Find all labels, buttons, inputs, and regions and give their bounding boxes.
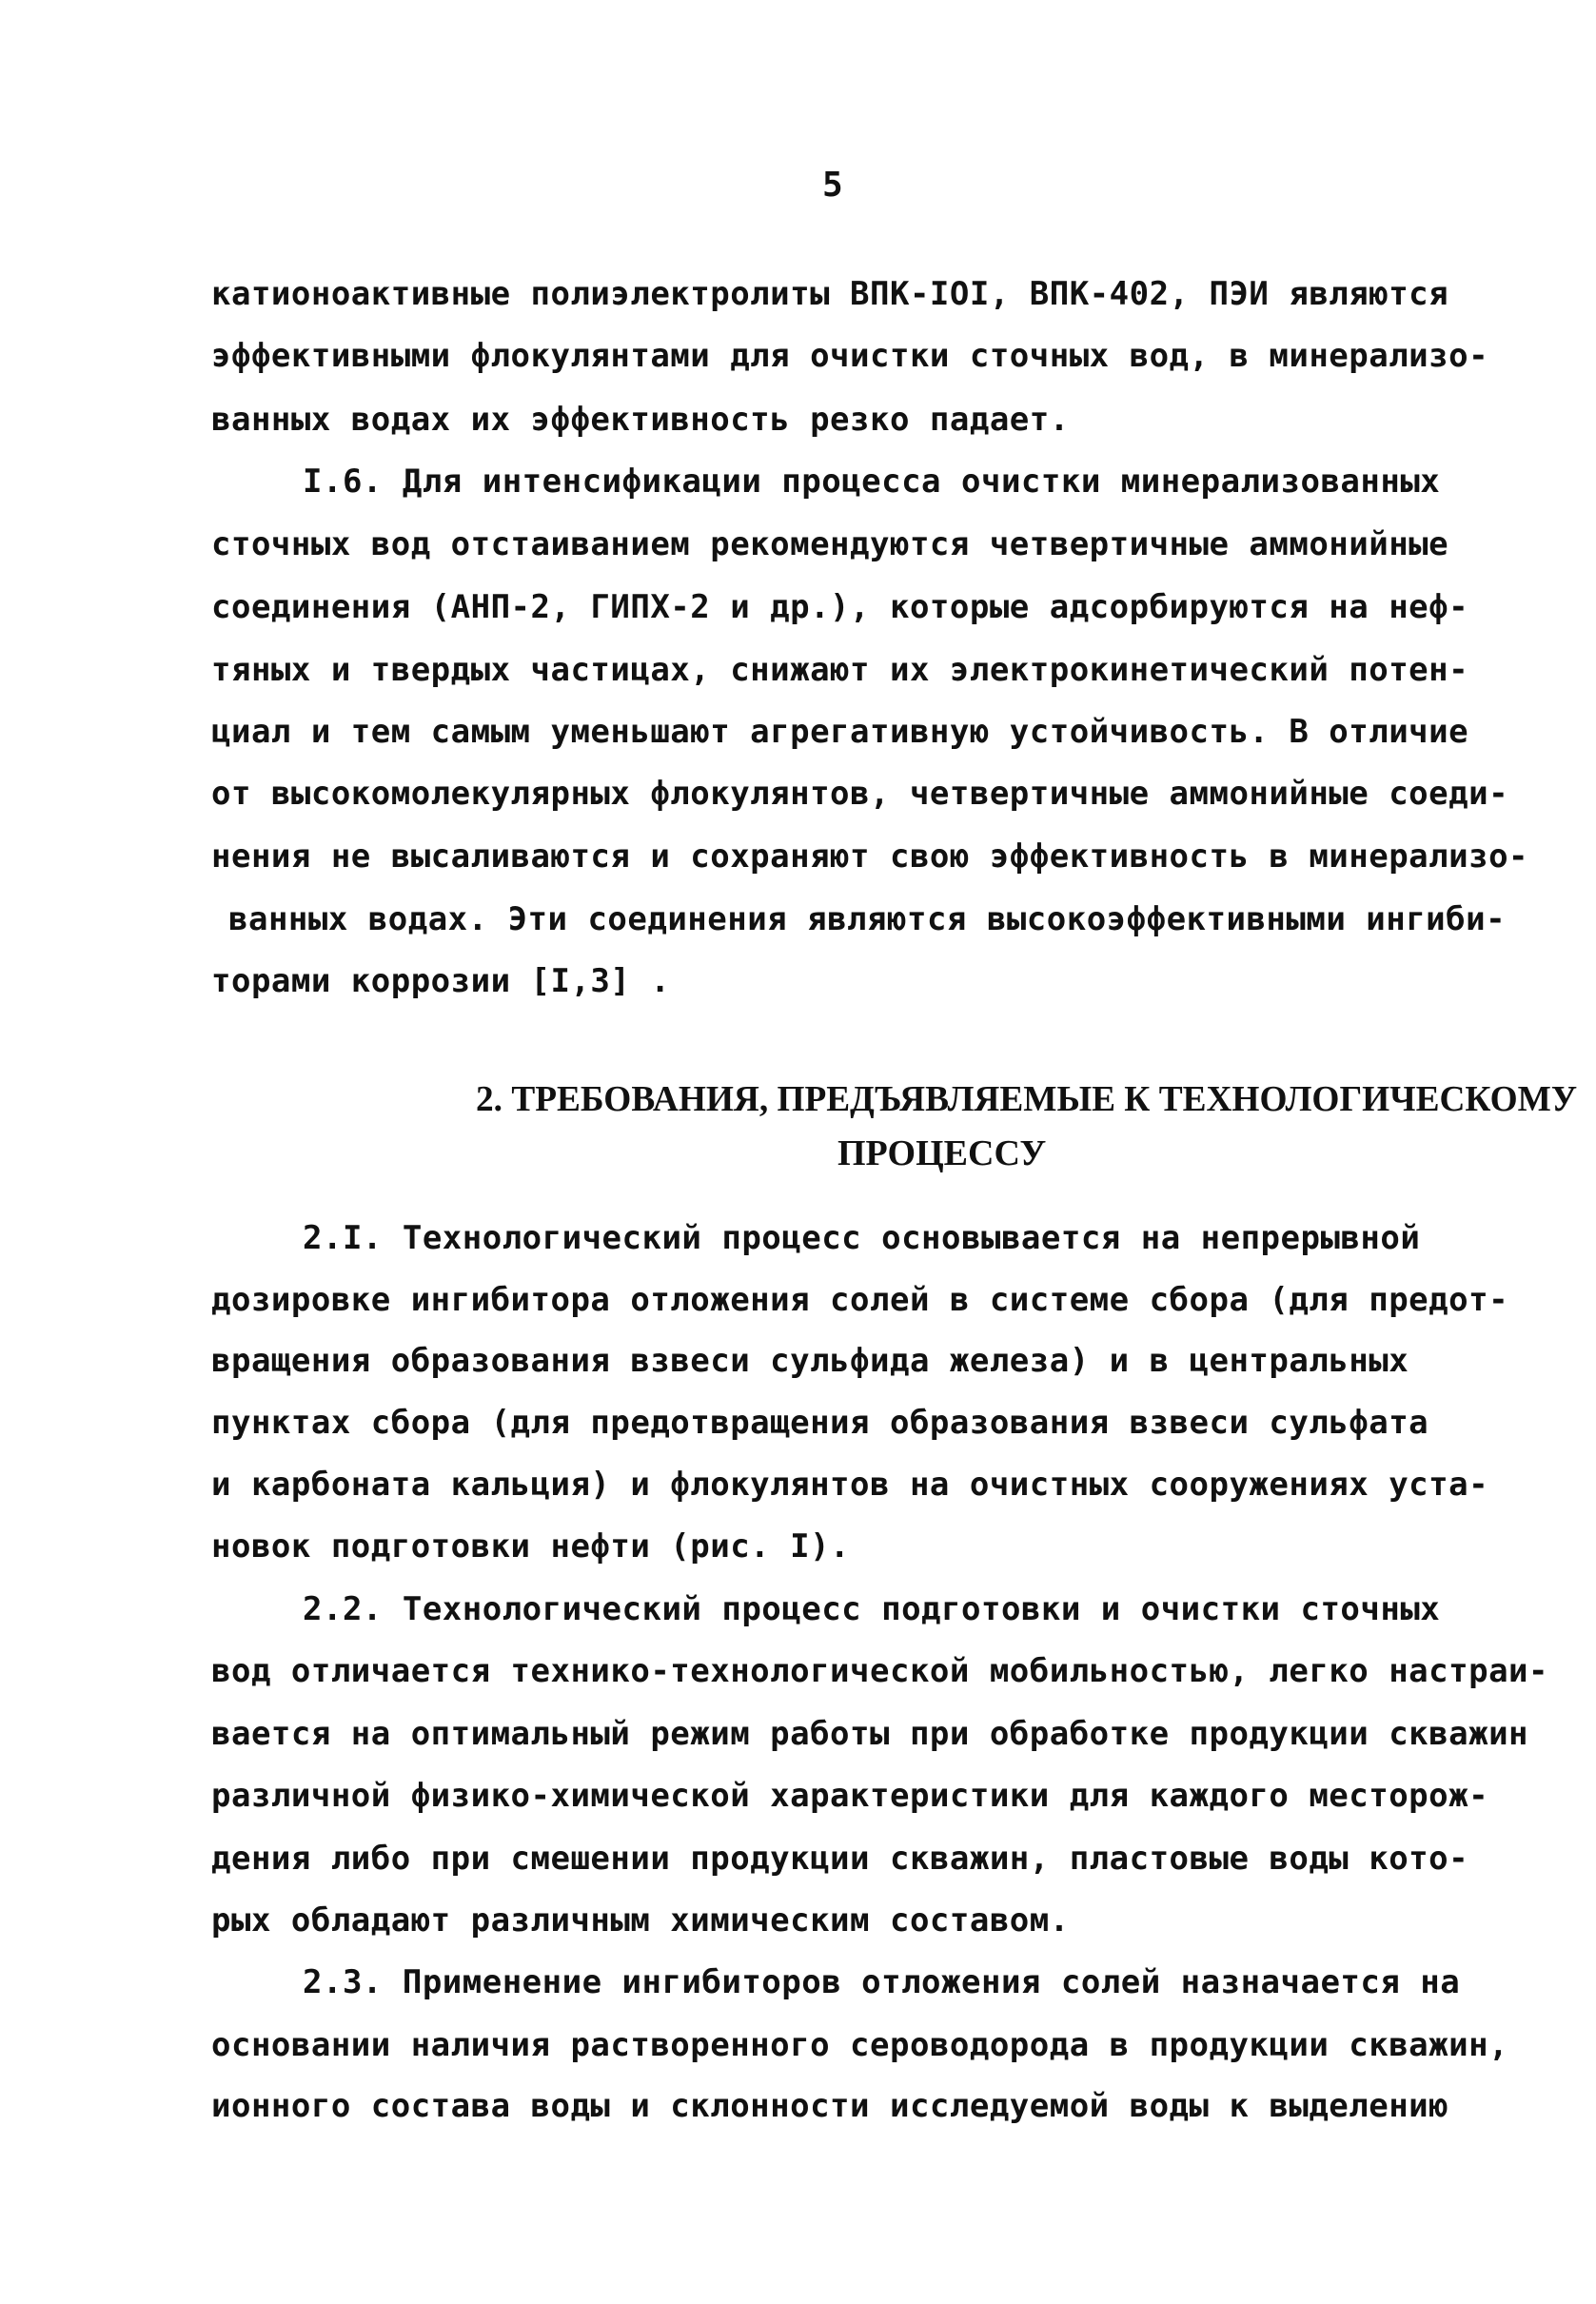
text-line: дозировке ингибитора отложения солей в системе сбора (для предот- [211, 1281, 1509, 1319]
text-line: вается на оптимальный режим работы при обработке продукции скважин [211, 1715, 1529, 1753]
text-line: от высокомолекулярных флокулянтов, четвертичные аммонийные соеди- [211, 775, 1509, 813]
text-line: 2.I. Технологический процесс основывается на непрерывной [303, 1219, 1421, 1257]
text-line: 2.3. Применение ингибиторов отложения солей назначается на [303, 1963, 1461, 2001]
text-line: торами коррозии [I,3] . [211, 962, 671, 1000]
text-line: катионоактивные полиэлектролиты ВПК-IOI, ВПК-402, ПЭИ являются [211, 275, 1449, 313]
text-line: ионного состава воды и склонности исследуемой воды к выделению [211, 2087, 1449, 2125]
page-number: 5 [822, 166, 844, 205]
text-line: рых обладают различным химическим составом. [211, 1901, 1070, 1940]
text-line: ванных водах их эффективность резко падает. [211, 401, 1070, 439]
text-line: нения не высаливаются и сохраняют свою эффективность в минерализо- [211, 837, 1529, 876]
text-line: дения либо при смешении продукции скважин, пластовые воды кото- [211, 1840, 1469, 1878]
text-line: новок подготовки нефти (рис. I). [211, 1527, 851, 1566]
text-line: сточных вод отстаиванием рекомендуются четвертичные аммонийные [211, 525, 1449, 563]
text-line: вод отличается технико-технологической мобильностью, легко настраи- [211, 1652, 1548, 1690]
section-heading-line: 2. ТРЕБОВАНИЯ, ПРЕДЪЯВЛЯЕМЫЕ К ТЕХНОЛОГИЧЕСКОМУ [476, 1079, 1578, 1119]
text-line: ванных водах. Эти соединения являются высокоэффективными ингиби- [228, 900, 1507, 938]
text-line: соединения (АНП-2, ГИПХ-2 и др.), которые адсорбируются на неф- [211, 588, 1469, 626]
text-line: 2.2. Технологический процесс подготовки и очистки сточных [303, 1590, 1441, 1628]
text-line: циал и тем самым уменьшают агрегативную устойчивость. В отличие [211, 713, 1469, 751]
text-line: и карбоната кальция) и флокулянтов на очистных сооружениях уста- [211, 1466, 1489, 1504]
text-line: различной физико-химической характеристики для каждого местоpож- [211, 1777, 1489, 1815]
text-line: основании наличия растворенного сероводорода в продукции скважин, [211, 2026, 1509, 2064]
text-line: I.6. Для интенсификации процесса очистки минерализованных [303, 463, 1441, 501]
text-line: тяных и твердых частицах, снижают их электрокинетический потен- [211, 651, 1469, 689]
text-line: вращения образования взвеси сульфида железа) и в центральных [211, 1342, 1409, 1380]
text-line: пунктах сбора (для предотвращения образования взвеси сульфата [211, 1404, 1429, 1442]
text-line: эффективными флокулянтами для очистки сточных вод, в минерализо- [211, 337, 1489, 375]
section-heading-line: ПРОЦЕССУ [837, 1133, 1047, 1173]
